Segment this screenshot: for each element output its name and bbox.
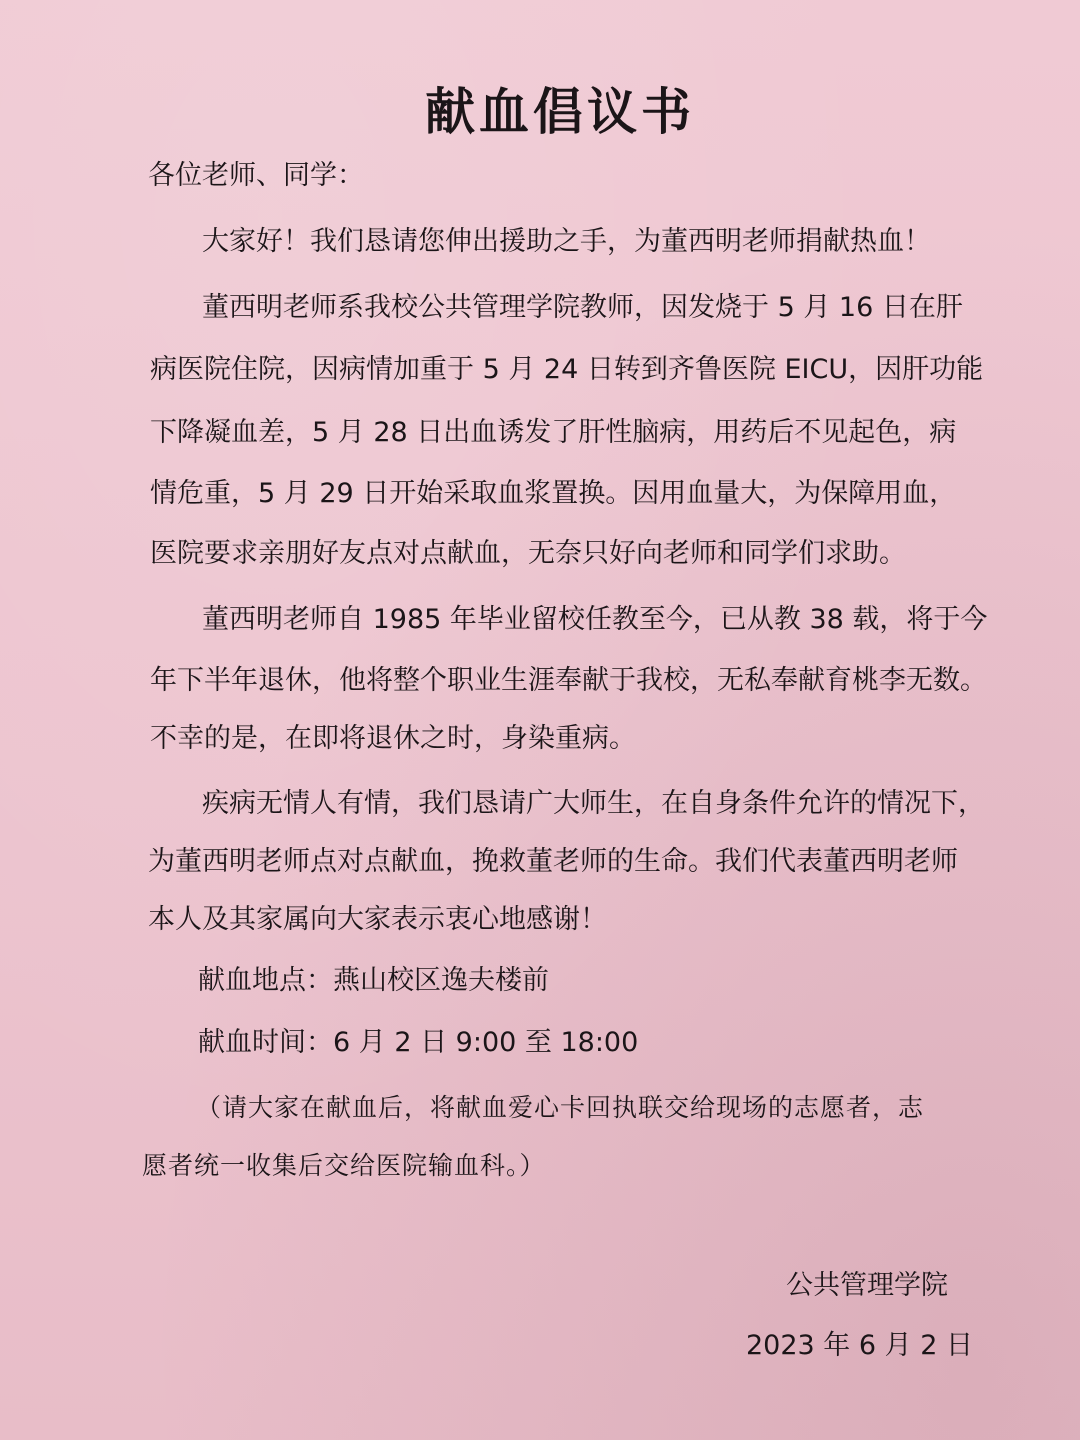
body-line-6: 医院要求亲朋好友点对点献血，无奈只好向老师和同学们求助。 bbox=[150, 538, 906, 569]
document-title: 献血倡议书 bbox=[425, 83, 695, 141]
salutation: 各位老师、同学： bbox=[148, 160, 364, 191]
body-line-7: 董西明老师自 1985 年毕业留校任教至今，已从教 38 载，将于今 bbox=[202, 604, 988, 635]
donation-time: 献血时间：6 月 2 日 9:00 至 18:00 bbox=[198, 1027, 639, 1058]
body-line-4: 下降凝血差，5 月 28 日出血诱发了肝性脑病，用药后不见起色，病 bbox=[150, 417, 957, 448]
body-line-11: 为董西明老师点对点献血，挽救董老师的生命。我们代表董西明老师 bbox=[148, 846, 958, 877]
note-line-1: （请大家在献血后，将献血爱心卡回执联交给现场的志愿者，志 bbox=[196, 1093, 925, 1122]
document-date: 2023 年 6 月 2 日 bbox=[746, 1330, 973, 1361]
body-line-3: 病医院住院，因病情加重于 5 月 24 日转到齐鲁医院 EICU，因肝功能 bbox=[150, 354, 984, 385]
body-line-2: 董西明老师系我校公共管理学院教师，因发烧于 5 月 16 日在肝 bbox=[202, 292, 963, 323]
signature: 公共管理学院 bbox=[786, 1270, 948, 1301]
body-line-5: 情危重，5 月 29 日开始采取血浆置换。因用血量大，为保障用血， bbox=[150, 478, 957, 509]
body-line-12: 本人及其家属向大家表示衷心地感谢！ bbox=[148, 904, 607, 935]
note-line-2: 愿者统一收集后交给医院输血科。） bbox=[142, 1151, 546, 1180]
donation-location: 献血地点：燕山校区逸夫楼前 bbox=[198, 965, 549, 996]
body-line-10: 疾病无情人有情，我们恳请广大师生，在自身条件允许的情况下， bbox=[202, 788, 985, 819]
body-line-9: 不幸的是，在即将退休之时，身染重病。 bbox=[150, 723, 636, 754]
body-line-8: 年下半年退休，他将整个职业生涯奉献于我校，无私奉献育桃李无数。 bbox=[150, 665, 987, 696]
body-line-1: 大家好！我们恳请您伸出援助之手，为董西明老师捐献热血！ bbox=[202, 226, 931, 257]
